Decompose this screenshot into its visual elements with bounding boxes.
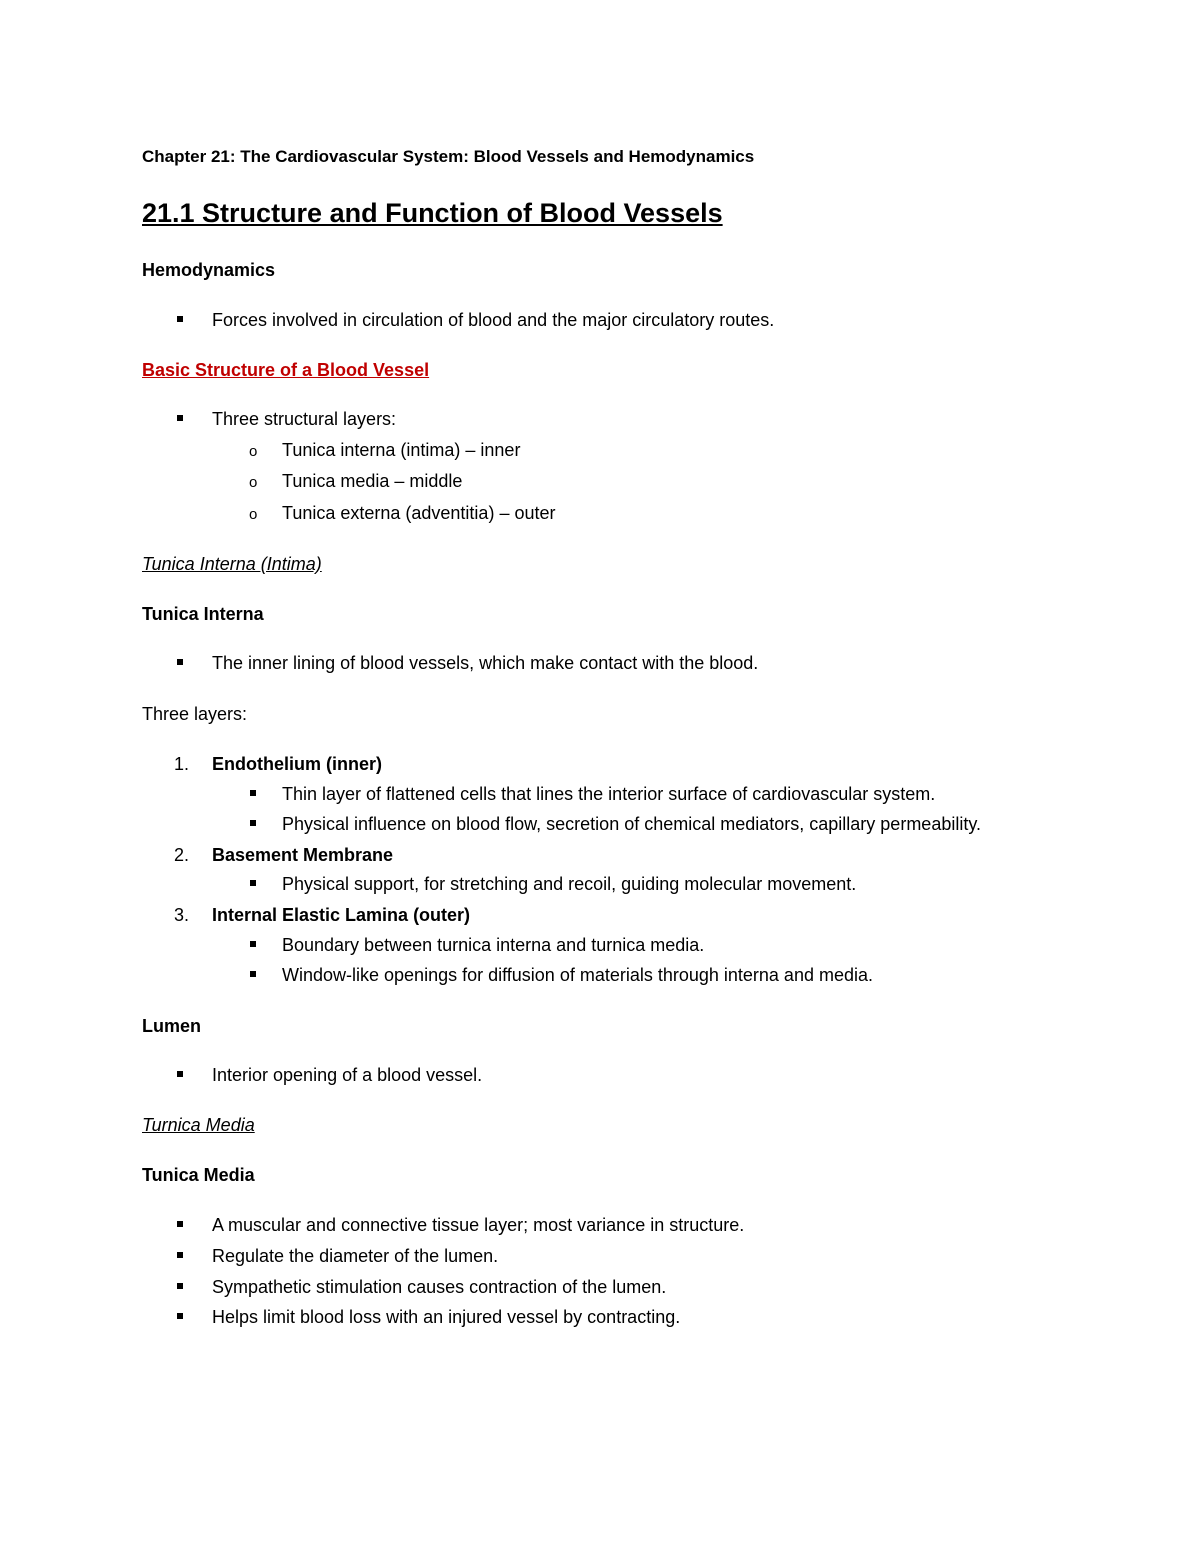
- bullet-square-icon: [177, 1252, 183, 1258]
- bullet-square-icon: [177, 659, 183, 665]
- list-item: Boundary between turnica interna and turnica media.: [282, 935, 705, 955]
- list-number: 1.: [174, 754, 190, 774]
- list-item: A muscular and connective tissue layer; most variance in structure.: [212, 1215, 745, 1235]
- list-item: Sympathetic stimulation causes contraction of the lumen.: [212, 1277, 667, 1297]
- tunica-interna-subheading: Tunica Interna (Intima): [142, 554, 322, 574]
- list-item: Forces involved in circulation of blood and the major circulatory routes.: [212, 310, 775, 330]
- bullet-square-icon: [250, 941, 256, 947]
- list-number: 3.: [174, 905, 190, 925]
- bullet-square-icon: [250, 790, 256, 796]
- bullet-square-icon: [177, 1221, 183, 1227]
- layer-name: Internal Elastic Lamina (outer): [212, 905, 471, 925]
- list-item: Window-like openings for diffusion of materials through interna and media.: [282, 965, 873, 985]
- list-item: Helps limit blood loss with an injured vessel by contracting.: [212, 1307, 681, 1327]
- tunica-media-subheading: Turnica Media: [142, 1115, 255, 1135]
- bullet-square-icon: [177, 415, 183, 421]
- lumen-heading: Lumen: [142, 1016, 202, 1036]
- bullet-circle-icon: o: [249, 506, 258, 523]
- tunica-interna-heading: Tunica Interna: [142, 604, 264, 624]
- chapter-title: Chapter 21: The Cardiovascular System: Blood Vessels and Hemodynamics: [142, 147, 755, 166]
- section-heading: 21.1 Structure and Function of Blood Vessels: [142, 198, 723, 228]
- list-item: Thin layer of flattened cells that lines the interior surface of cardiovascular system.: [282, 784, 936, 804]
- list-item: Physical support, for stretching and recoil, guiding molecular movement.: [282, 874, 857, 894]
- bullet-circle-icon: o: [249, 474, 258, 491]
- layer-name: Endothelium (inner): [212, 754, 382, 774]
- list-item: Interior opening of a blood vessel.: [212, 1065, 483, 1085]
- list-item: Physical influence on blood flow, secretion of chemical mediators, capillary permeability.: [282, 814, 982, 834]
- hemodynamics-heading: Hemodynamics: [142, 260, 276, 280]
- bullet-square-icon: [250, 880, 256, 886]
- list-item: Tunica media – middle: [282, 471, 463, 491]
- list-item: Tunica externa (adventitia) – outer: [282, 503, 556, 523]
- bullet-square-icon: [250, 971, 256, 977]
- list-item: The inner lining of blood vessels, which make contact with the blood.: [212, 653, 759, 673]
- bullet-square-icon: [177, 316, 183, 322]
- layers-intro: Three layers:: [142, 704, 248, 724]
- list-item: Three structural layers:: [212, 409, 397, 429]
- list-number: 2.: [174, 845, 190, 865]
- bullet-square-icon: [177, 1283, 183, 1289]
- bullet-circle-icon: o: [249, 443, 258, 460]
- bullet-square-icon: [177, 1313, 183, 1319]
- list-item: Regulate the diameter of the lumen.: [212, 1246, 499, 1266]
- bullet-square-icon: [250, 820, 256, 826]
- bullet-square-icon: [177, 1071, 183, 1077]
- basic-structure-heading: Basic Structure of a Blood Vessel: [142, 360, 430, 380]
- tunica-media-heading: Tunica Media: [142, 1165, 255, 1185]
- list-item: Tunica interna (intima) – inner: [282, 440, 521, 460]
- layer-name: Basement Membrane: [212, 845, 394, 865]
